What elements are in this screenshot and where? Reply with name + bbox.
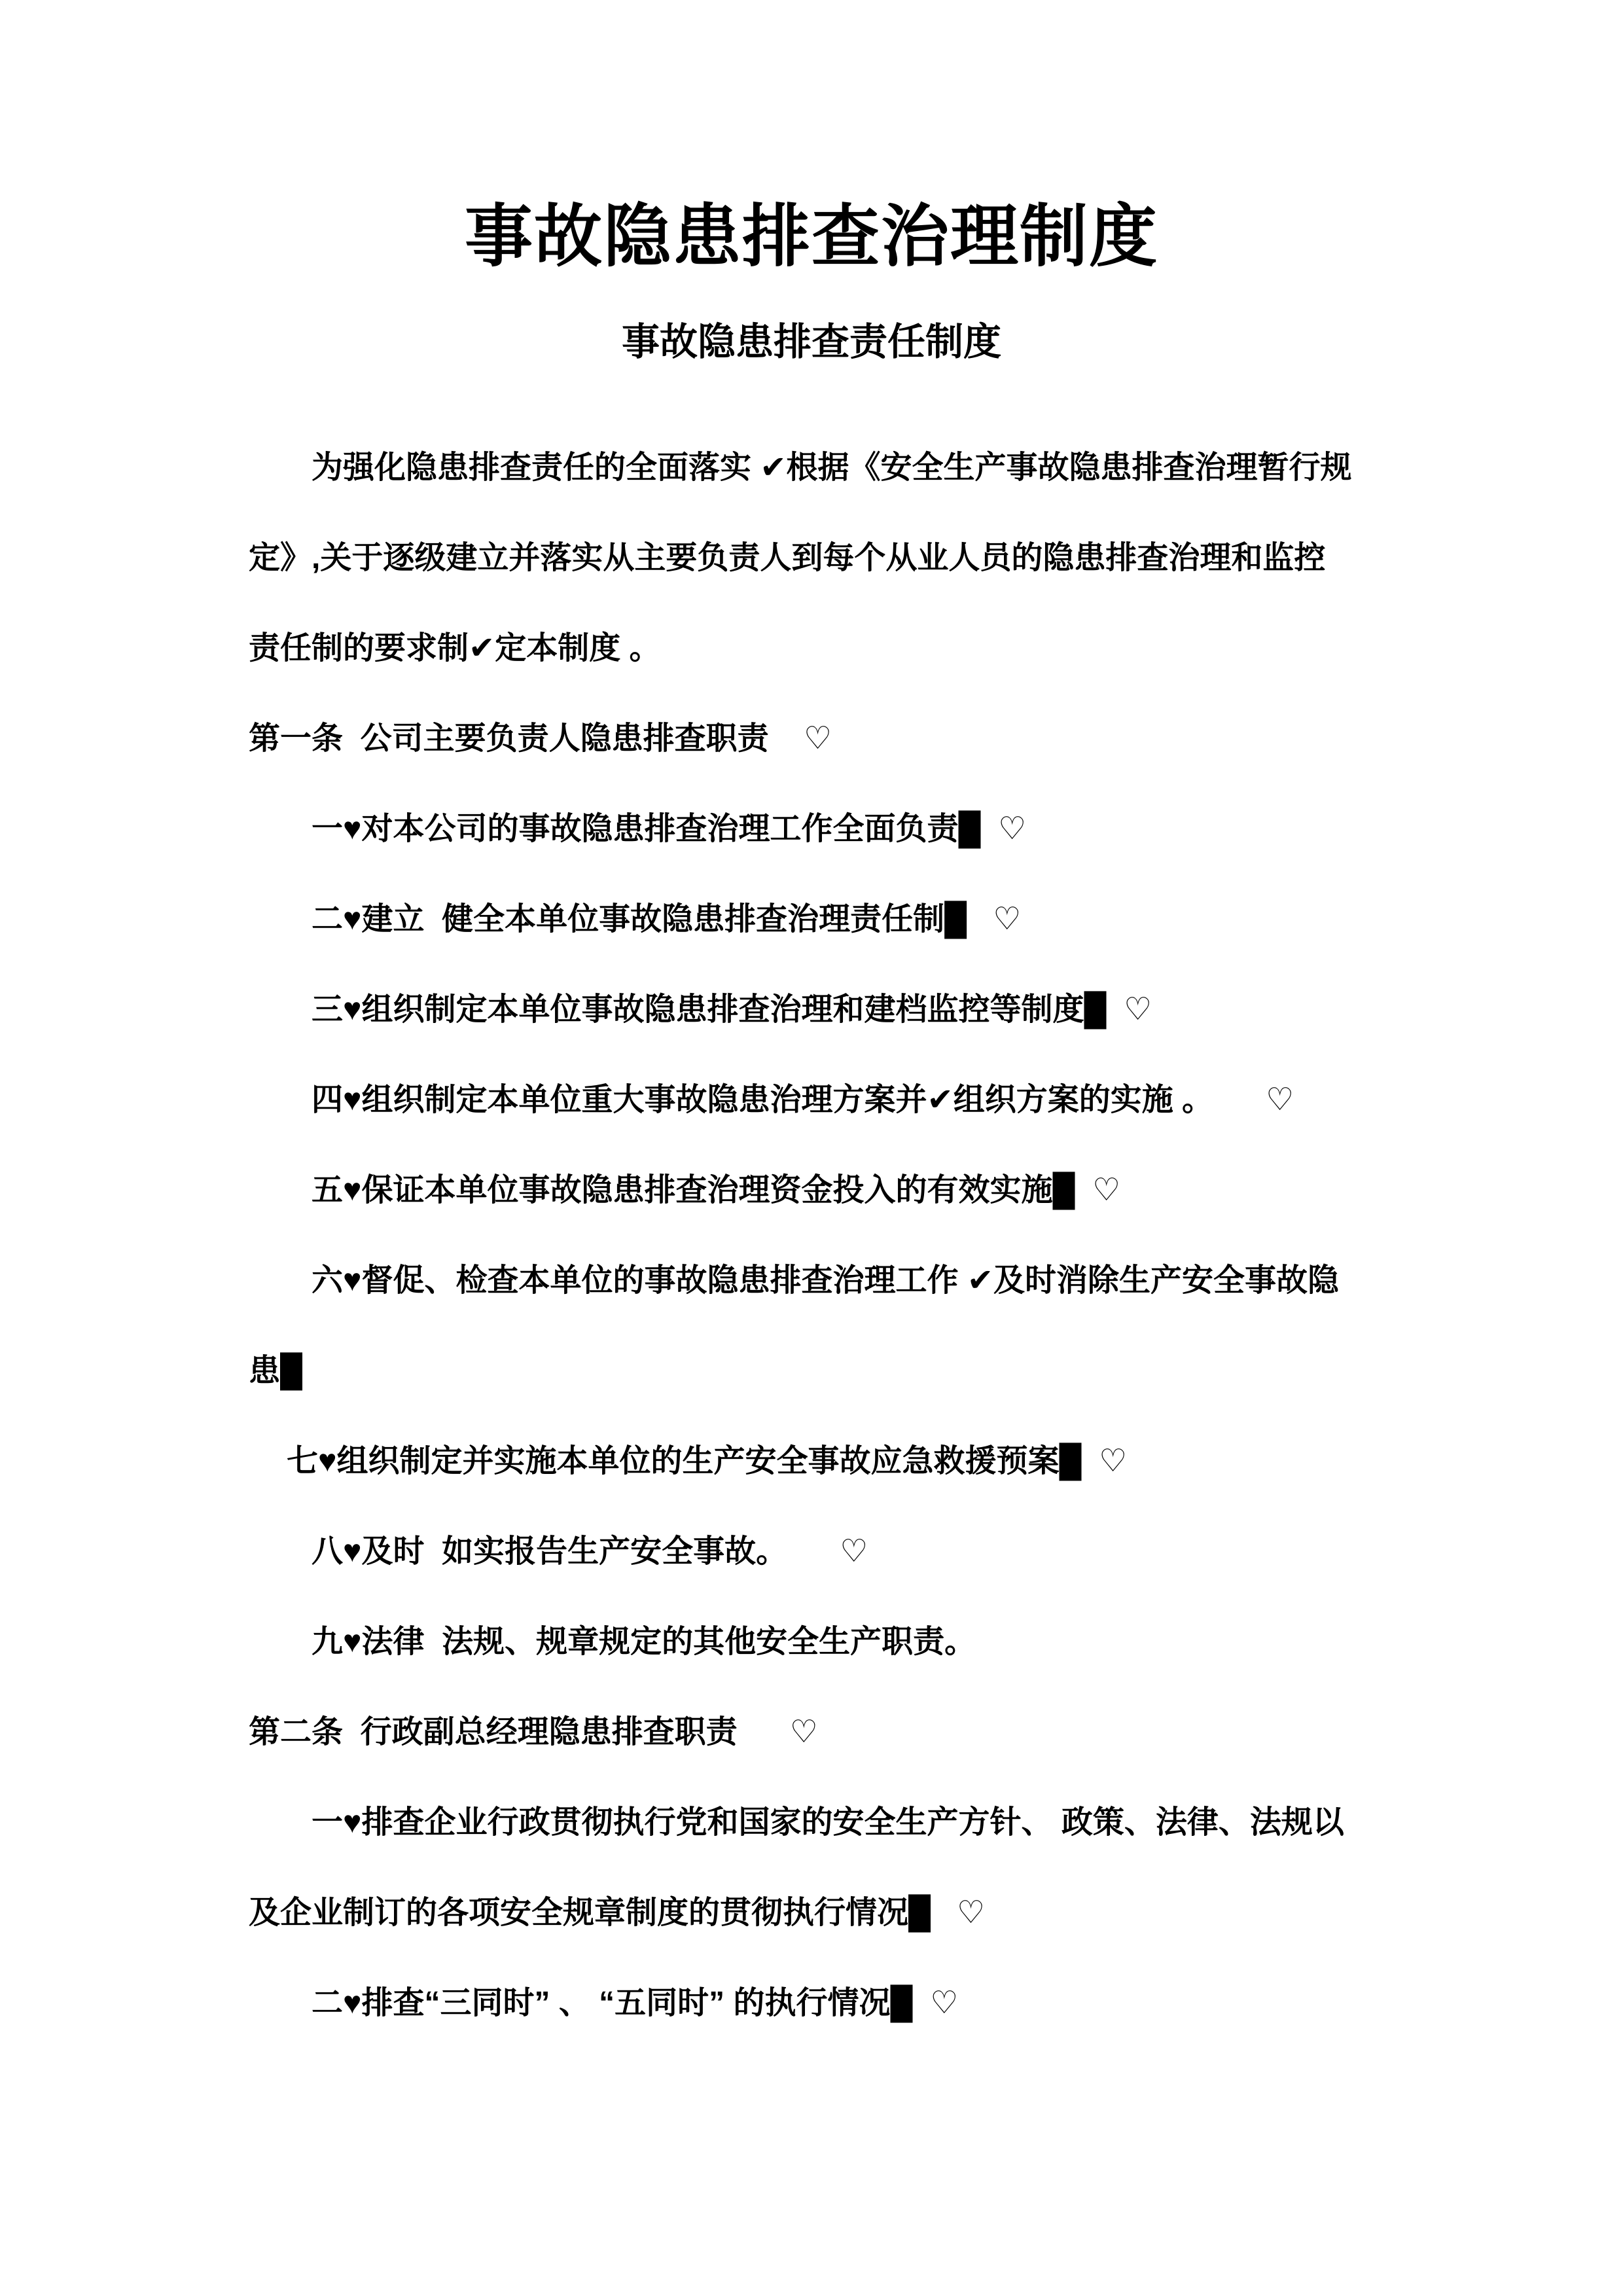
- body-line-17: 及企业制订的各项安全规章制度的贯彻执行情况█ ♡: [249, 1895, 986, 1930]
- body-line-13: 八♥及时 如实报告生产安全事故。 ♡: [312, 1534, 868, 1569]
- body-line-8: 四♥组织制定本单位重大事故隐患治理方案并✔组织方案的实施 。 ♡: [312, 1082, 1294, 1117]
- body-line-11: 患█: [249, 1353, 303, 1388]
- page-title: 事故隐患排查治理制度: [464, 200, 1158, 275]
- body-line-16: 一♥排查企业行政贯彻执行党和国家的安全生产方针、 政策、法律、法规以: [312, 1804, 1344, 1840]
- body-line-4: 第一条 公司主要负责人隐患排查职责 ♡: [249, 721, 832, 756]
- body-line-15: 第二条 行政副总经理隐患排查职责 ♡: [249, 1714, 818, 1749]
- body-line-10: 六♥督促、检查本单位的事故隐患排查治理工作 ✔及时消除生产安全事故隐: [312, 1263, 1340, 1298]
- page-subtitle: 事故隐患排查责任制度: [621, 321, 1001, 363]
- body-line-18: 二♥排查“三同时” 、 “五同时” 的执行情况█ ♡: [312, 1985, 959, 2020]
- body-line-12: 七♥组织制定并实施本单位的生产安全事故应急救援预案█ ♡: [287, 1443, 1128, 1479]
- document-body: [249, 423, 1374, 2049]
- body-line-3: 责任制的要求制✔定本制度 。: [249, 630, 661, 666]
- body-line-14: 九♥法律 法规、规章规定的其他安全生产职责。: [312, 1624, 976, 1659]
- body-line-6: 二♥建立 健全本单位事故隐患排查治理责任制█ ♡: [312, 901, 1022, 937]
- body-line-2: 定》,关于逐级建立并落实从主要负责人到每个从业人员的隐患排查治理和监控: [249, 540, 1326, 575]
- body-line-9: 五♥保证本单位事故隐患排查治理资金投入的有效实施█ ♡: [312, 1172, 1121, 1208]
- body-line-7: 三♥组织制定本单位事故隐患排查治理和建档监控等制度█ ♡: [312, 992, 1152, 1027]
- body-line-5: 一♥对本公司的事故隐患排查治理工作全面负责█ ♡: [312, 811, 1027, 846]
- body-line-1: 为强化隐患排查责任的全面落实 ✔根据《安全生产事故隐患排查治理暂行规: [312, 450, 1352, 485]
